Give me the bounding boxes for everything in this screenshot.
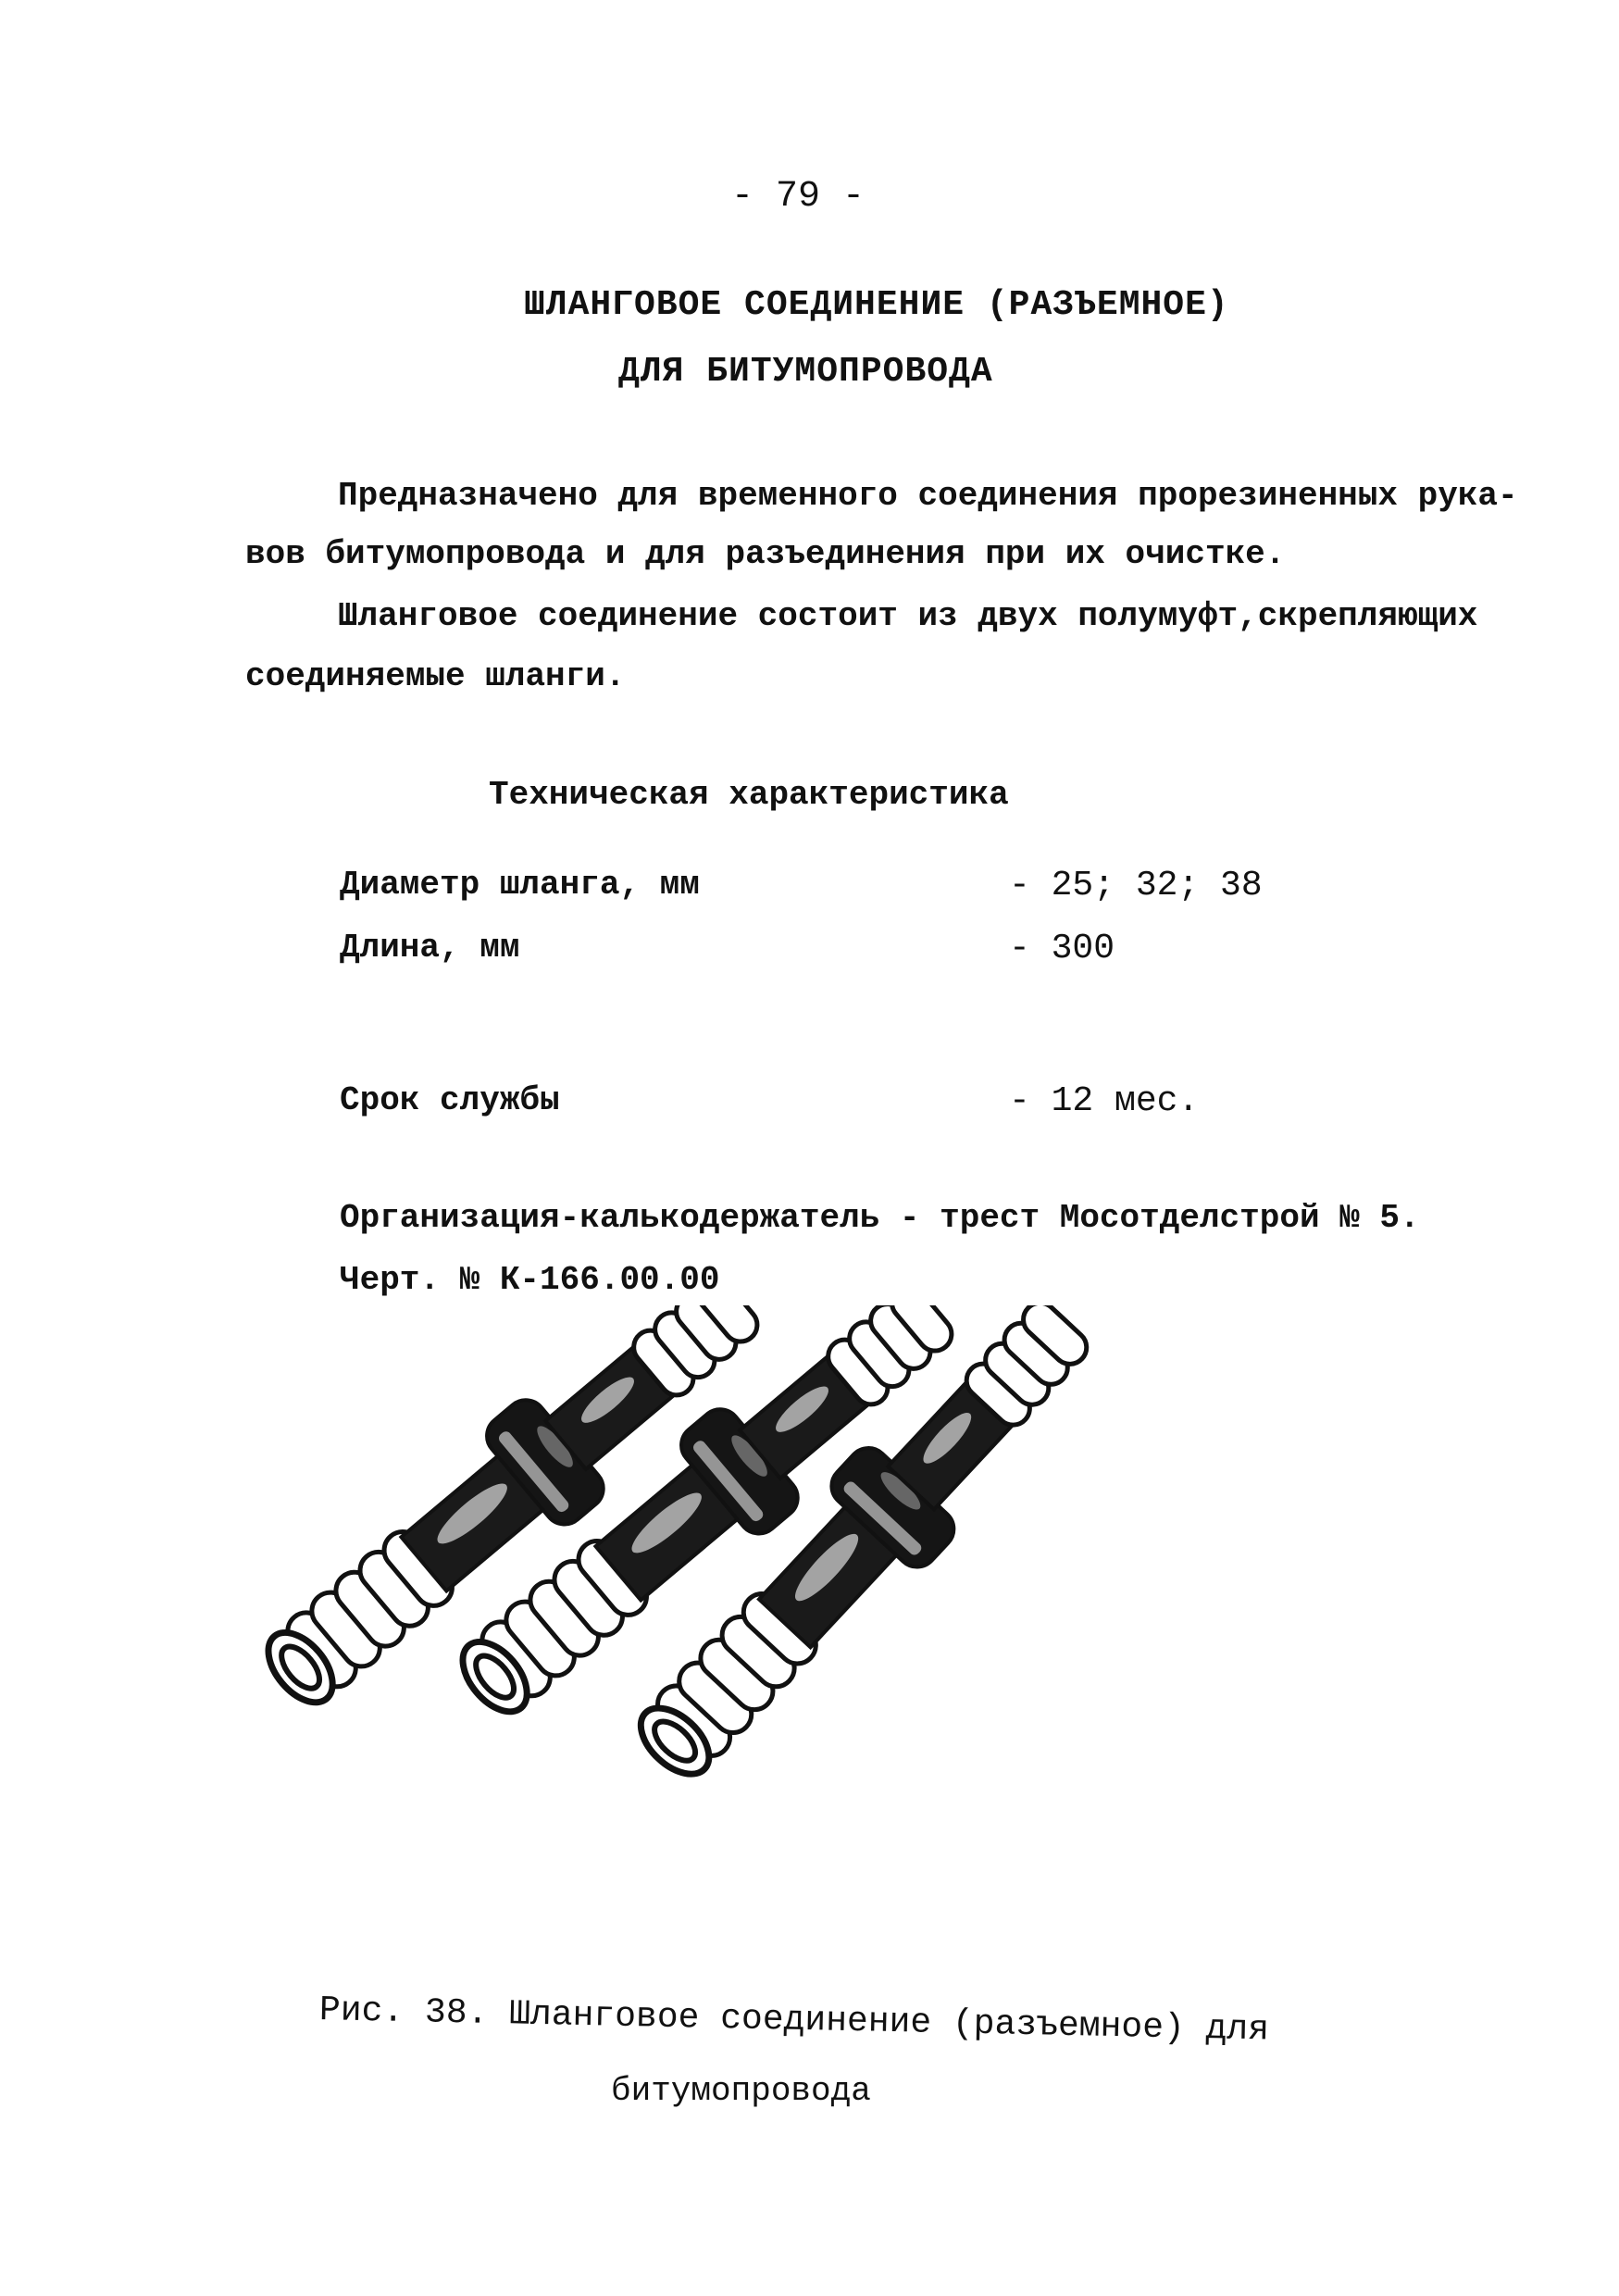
composition-paragraph-line-2: соединяемые шланги. <box>245 657 626 695</box>
purpose-paragraph-line-1: Предназначено для временного соединения прорезиненных рука- <box>338 477 1518 515</box>
figure-caption-line-1: Рис. 38. Шланговое соединение (разъемное) для <box>318 1990 1270 2051</box>
specs-heading: Техническая характеристика <box>489 776 1009 814</box>
spec-value-length: - 300 <box>1009 929 1115 968</box>
spec-value-service-life: - 12 мес. <box>1009 1081 1200 1121</box>
drawing-number: Черт. № К-166.00.00 <box>340 1261 720 1299</box>
spec-label-hose-diameter: Диаметр шланга, мм <box>340 866 700 904</box>
organization-holder: Организация-калькодержатель - трест Мосотделстрой № 5. <box>340 1199 1420 1237</box>
document-title-line-1: ШЛАНГОВОЕ СОЕДИНЕНИЕ (РАЗЪЕМНОЕ) <box>524 285 1229 325</box>
spec-label-length: Длина, мм <box>340 929 520 967</box>
figure-caption-line-2: битумопровода <box>611 2072 871 2110</box>
spec-label-service-life: Срок службы <box>340 1081 560 1119</box>
document-title-line-2: ДЛЯ БИТУМОПРОВОДА <box>618 352 993 392</box>
page-number: - 79 - <box>731 176 866 218</box>
purpose-paragraph-line-2: вов битумопровода и для разъединения при их очистке. <box>245 535 1286 573</box>
composition-paragraph-line-1: Шланговое соединение состоит из двух полумуфт,скрепляющих <box>338 597 1478 635</box>
hose-connectors-illustration <box>185 1305 1389 1935</box>
spec-value-hose-diameter: - 25; 32; 38 <box>1009 866 1263 905</box>
